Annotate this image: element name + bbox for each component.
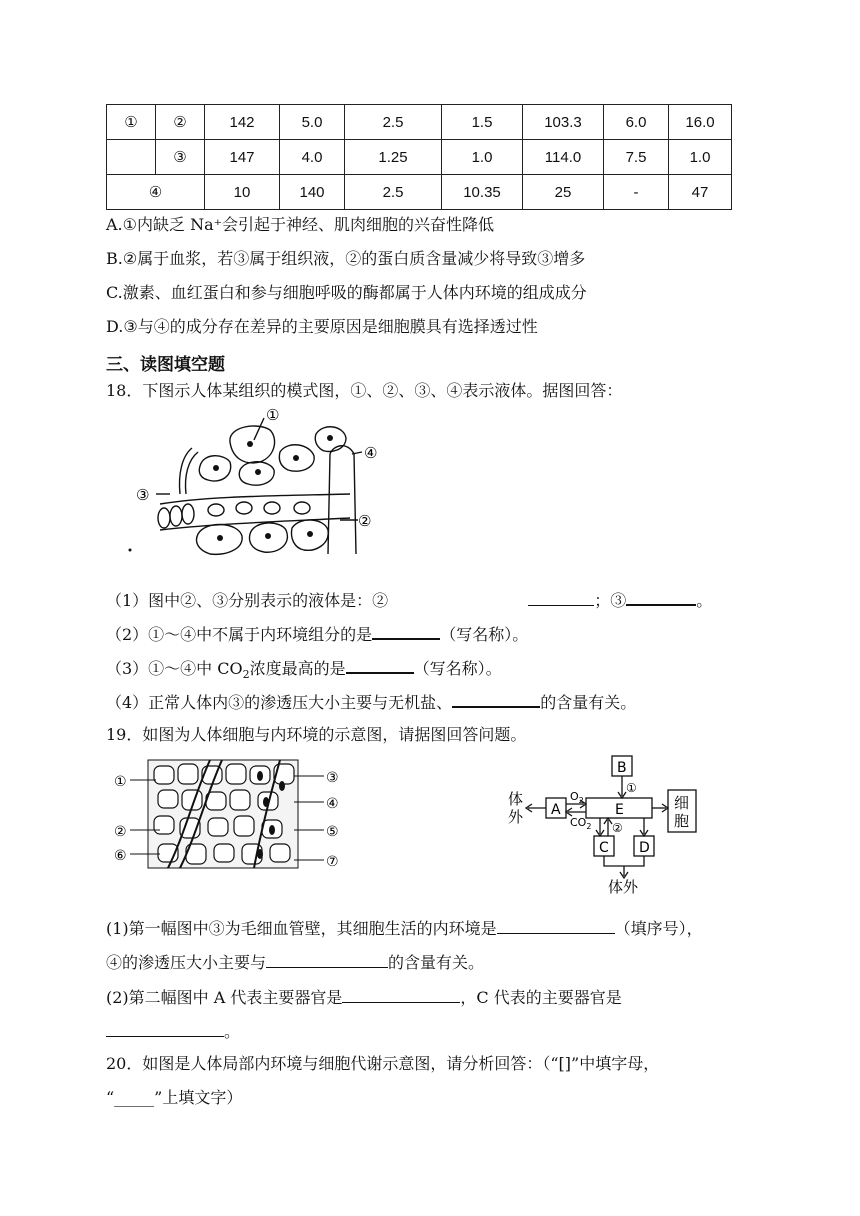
q19-part1-line2 — [106, 950, 484, 973]
table-cell: ② — [156, 105, 205, 140]
label-3: ③ — [136, 486, 150, 504]
table-cell: 4.0 — [280, 140, 345, 175]
q19-part2-line2 — [106, 1019, 240, 1042]
exchange-flow-diagram — [506, 754, 706, 896]
table-cell: 1.0 — [669, 140, 732, 175]
q19-stem: 19．如图为人体细胞与内环境的示意图，请据图回答问题。 — [106, 725, 527, 744]
label-6: ⑥ — [114, 848, 127, 864]
table-cell: 25 — [523, 175, 604, 210]
q18-part3-text: （3）①～④中 CO — [106, 659, 243, 678]
q18-part4 — [106, 690, 636, 713]
cell-environment-diagram — [110, 756, 350, 872]
q19-part1-text2: ④的渗透压大小主要与 — [106, 953, 267, 972]
q20-stem-line2: “_____”上填文字） — [106, 1088, 243, 1107]
answer-blank[interactable] — [266, 953, 388, 968]
table-cell: 47 — [669, 175, 732, 210]
table-row — [107, 140, 732, 175]
table-row — [107, 175, 732, 210]
q18-part1 — [106, 588, 712, 611]
label-1: ① — [114, 774, 127, 790]
q18-part1-text: （1）图中②、③分别表示的液体是：② — [106, 591, 389, 610]
box-c: C — [599, 840, 609, 856]
label-2: ② — [358, 512, 372, 530]
q19-part1 — [106, 916, 703, 939]
table-cell: 1.25 — [345, 140, 442, 175]
table-cell — [107, 140, 156, 175]
q18-part3 — [106, 656, 502, 681]
body-outside-bottom: 体外 — [608, 878, 639, 896]
label-4: ④ — [364, 444, 378, 462]
circle-1: ① — [626, 781, 637, 795]
q18-part4-end: 的含量有关。 — [540, 693, 637, 712]
q19-part2 — [106, 985, 622, 1008]
answer-blank[interactable] — [106, 1022, 224, 1037]
q19-part2-text: (2)第二幅图中 A 代表主要器官是 — [106, 988, 343, 1007]
subscript: 2 — [242, 668, 250, 682]
label-2: ② — [114, 824, 127, 840]
table-cell: 140 — [280, 175, 345, 210]
q18-part3-mid: 浓度最高的是 — [249, 659, 346, 678]
q18-part2-end: （写名称）。 — [440, 625, 529, 644]
answer-blank[interactable] — [452, 692, 540, 708]
table-cell: 10.35 — [442, 175, 523, 210]
label-4: ④ — [326, 796, 339, 812]
table-cell: 2.5 — [345, 105, 442, 140]
table-cell: 147 — [205, 140, 280, 175]
body-outside-left-1: 体 — [508, 790, 524, 808]
answer-blank[interactable] — [528, 591, 594, 606]
co2-label: $CO_2$ — [570, 816, 592, 831]
table-cell: 103.3 — [523, 105, 604, 140]
table-cell: ① — [107, 105, 156, 140]
q18-part1-end: 。 — [696, 591, 713, 610]
answer-blank[interactable] — [626, 590, 696, 606]
o2-label: $O_2$ — [570, 790, 584, 805]
table-cell: 5.0 — [280, 105, 345, 140]
q18-part2-text: （2）①～④中不属于内环境组分的是 — [106, 625, 373, 644]
table-cell: - — [604, 175, 669, 210]
cell-label-2: 胞 — [674, 812, 690, 830]
q19-part1-text: (1)第一幅图中③为毛细血管壁，其细胞生活的内环境是 — [106, 919, 497, 938]
option-a: A.①内缺乏 Na⁺会引起于神经、肌肉细胞的兴奋性降低 — [106, 215, 495, 234]
q20-stem-line1: 20．如图是人体局部内环境与细胞代谢示意图，请分析回答：（“[]”中填字母， — [106, 1054, 660, 1073]
circle-2: ② — [612, 821, 623, 835]
q18-part4-text: （4）正常人体内③的渗透压大小主要与无机盐、 — [106, 693, 453, 712]
q18-stem: 18．下图示人体某组织的模式图，①、②、③、④表示液体。据图回答： — [106, 381, 623, 400]
section-title: 三、读图填空题 — [106, 355, 225, 375]
answer-blank[interactable] — [372, 624, 440, 640]
option-c: C.激素、血红蛋白和参与细胞呼吸的酶都属于人体内环境的组成成分 — [106, 283, 587, 302]
q18-part3-end: （写名称）。 — [413, 659, 502, 678]
label-3: ③ — [326, 770, 339, 786]
body-outside-left-2: 外 — [508, 808, 524, 826]
box-a: A — [551, 802, 561, 818]
q19-part1-end2: 的含量有关。 — [388, 953, 485, 972]
table-cell: ④ — [107, 175, 205, 210]
box-b: B — [617, 760, 627, 776]
table-cell: 10 — [205, 175, 280, 210]
table-cell: 7.5 — [604, 140, 669, 175]
label-5: ⑤ — [326, 824, 339, 840]
table-cell: 1.0 — [442, 140, 523, 175]
table-cell: 142 — [205, 105, 280, 140]
box-d: D — [639, 840, 650, 856]
table-cell: 1.5 — [442, 105, 523, 140]
tissue-diagram — [120, 404, 380, 564]
ion-concentration-table — [106, 104, 732, 210]
answer-blank[interactable] — [497, 919, 615, 934]
table-cell: 2.5 — [345, 175, 442, 210]
q19-part2-mid: ，C 代表的主要器官是 — [460, 988, 622, 1007]
cell-label-1: 细 — [674, 794, 690, 812]
option-b: B.②属于血浆，若③属于组织液，②的蛋白质含量减少将导致③增多 — [106, 249, 586, 268]
label-1: ① — [266, 406, 280, 424]
table-cell: 114.0 — [523, 140, 604, 175]
table-cell: 6.0 — [604, 105, 669, 140]
q18-part2 — [106, 622, 528, 645]
answer-blank[interactable] — [346, 658, 414, 674]
answer-blank[interactable] — [342, 988, 460, 1003]
q18-part1-mid: ；③ — [594, 591, 627, 610]
table-cell: 16.0 — [669, 105, 732, 140]
label-7: ⑦ — [326, 854, 339, 870]
q19-part1-end: （填序号）， — [614, 919, 703, 938]
table-row — [107, 105, 732, 140]
box-e: E — [615, 802, 624, 818]
q19-part2-end: 。 — [224, 1022, 241, 1041]
table-cell: ③ — [156, 140, 205, 175]
option-d: D.③与④的成分存在差异的主要原因是细胞膜具有选择透过性 — [106, 317, 538, 336]
